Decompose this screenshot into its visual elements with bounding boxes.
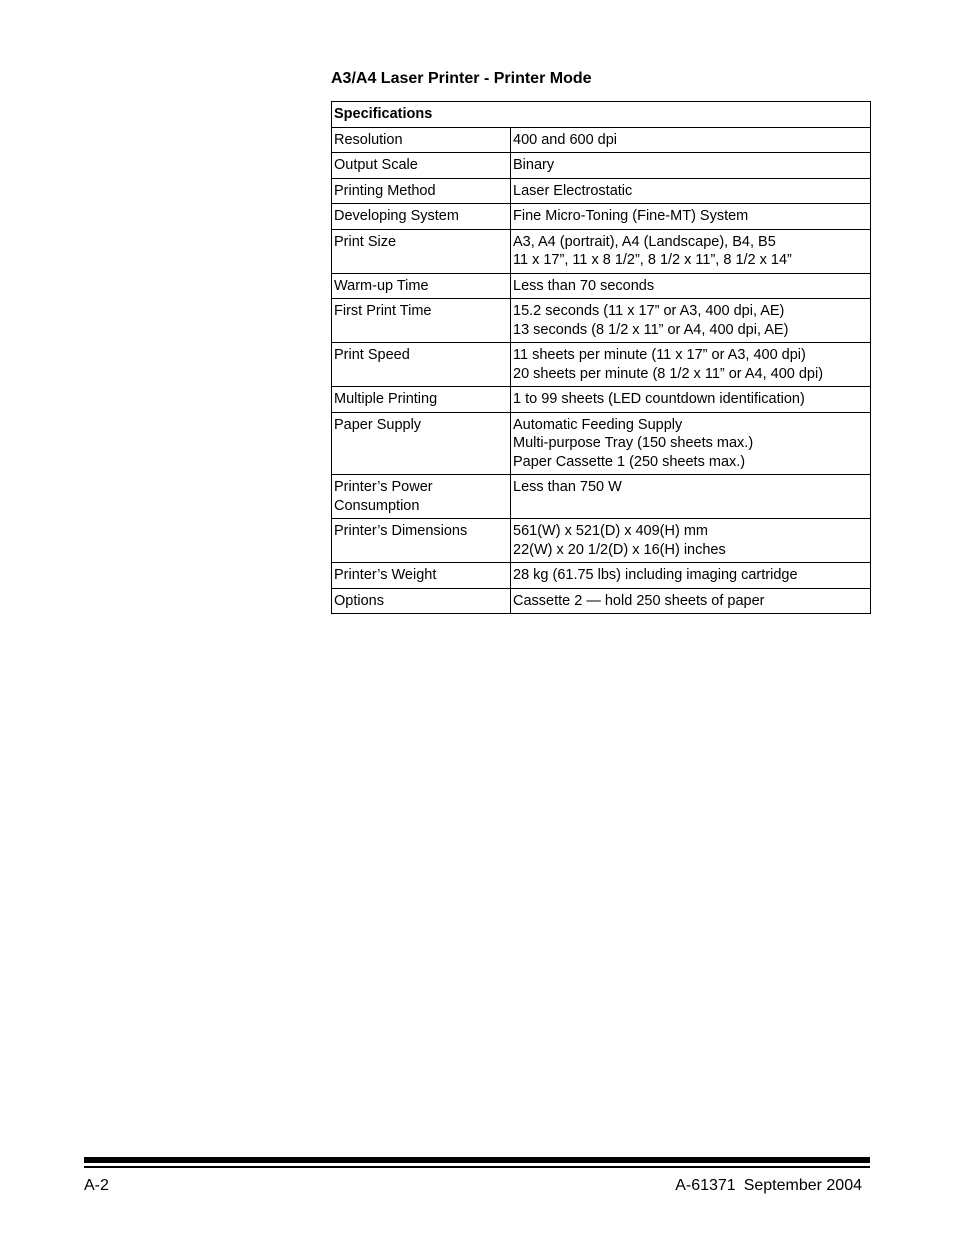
spec-label-cell (332, 588, 511, 614)
spec-label: Warm-up Time (334, 277, 429, 294)
spec-label-cell (332, 519, 511, 563)
footer-rule-thin (84, 1166, 870, 1168)
spec-label-cell (332, 387, 511, 413)
spec-label: First Print Time (334, 303, 432, 319)
spec-value-line: 20 sheets per minute (8 1/2 x 11” or A4, 400 dpi) (513, 365, 824, 382)
spec-value-cell (511, 153, 871, 179)
spec-value-cell (511, 387, 871, 413)
page-number: A-2 (84, 1177, 109, 1194)
spec-value-line: Binary (513, 157, 555, 173)
spec-value-line: 561(W) x 521(D) x 409(H) mm (513, 523, 708, 539)
table-body (332, 127, 871, 614)
section-title: A3/A4 Laser Printer - Printer Mode (331, 70, 592, 87)
spec-value-cell (511, 127, 871, 153)
spec-value-cell (511, 588, 871, 614)
table-header-row (332, 102, 871, 128)
table-row (332, 563, 871, 589)
spec-value-line: 400 and 600 dpi (513, 131, 618, 148)
table-header: Specifications (332, 102, 871, 128)
spec-value-cell (511, 229, 871, 273)
spec-label-cell (332, 299, 511, 343)
spec-label-cell (332, 229, 511, 273)
spec-value-cell (511, 519, 871, 563)
table-row (332, 412, 871, 475)
spec-value-cell (511, 178, 871, 204)
spec-value-line: 22(W) x 20 1/2(D) x 16(H) inches (513, 541, 726, 558)
spec-label-cell (332, 127, 511, 153)
spec-label: Options (334, 592, 384, 609)
spec-label: Printer’s Dimensions (334, 523, 468, 539)
footer-rule-thick (84, 1157, 870, 1163)
spec-label-cell (332, 204, 511, 230)
spec-value-line: Less than 750 W (513, 479, 622, 495)
spec-value-line: A3, A4 (portrait), A4 (Landscape), B4, B5 (513, 233, 776, 250)
spec-label-cell (332, 475, 511, 519)
spec-value-line: 1 to 99 sheets (LED countdown identification) (513, 391, 805, 407)
spec-value-line: Cassette 2 — hold 250 sheets of paper (513, 592, 765, 609)
spec-value-cell (511, 204, 871, 230)
spec-label-cell (332, 412, 511, 475)
spec-value-line: 15.2 seconds (11 x 17” or A3, 400 dpi, AE) (513, 303, 785, 319)
footer-doc-info (675, 1177, 862, 1195)
spec-value-line: 13 seconds (8 1/2 x 11” or A4, 400 dpi, AE) (513, 321, 789, 338)
spec-value-cell (511, 475, 871, 519)
spec-label: Print Speed (334, 347, 410, 363)
table-row (332, 343, 871, 387)
spec-value-cell (511, 343, 871, 387)
doc-number: A-61371 (675, 1177, 736, 1194)
table-row (332, 153, 871, 179)
spec-label: Multiple Printing (334, 391, 438, 407)
spec-value-cell (511, 563, 871, 589)
doc-date: September 2004 (743, 1177, 862, 1194)
spec-value-cell (511, 412, 871, 475)
spec-label: Output Scale (334, 157, 418, 173)
spec-value-line: Paper Cassette 1 (250 sheets max.) (513, 453, 746, 470)
spec-label: Printer’s Power Consumption (334, 479, 433, 514)
table-row (332, 273, 871, 299)
spec-label-cell (332, 153, 511, 179)
spec-label-cell (332, 178, 511, 204)
table-row (332, 204, 871, 230)
spec-label-cell (332, 563, 511, 589)
table-row (332, 178, 871, 204)
table-row (332, 387, 871, 413)
spec-label-cell (332, 273, 511, 299)
table-row (332, 588, 871, 614)
spec-label: Developing System (334, 208, 459, 224)
spec-label: Printing Method (334, 182, 436, 199)
table-row (332, 127, 871, 153)
spec-value-line: Laser Electrostatic (513, 182, 633, 199)
spec-value-cell (511, 299, 871, 343)
table-row (332, 299, 871, 343)
table-row (332, 229, 871, 273)
specifications-table (331, 101, 871, 614)
spec-value-cell (511, 273, 871, 299)
spec-value-line: 28 kg (61.75 lbs) including imaging cartridge (513, 567, 798, 583)
spec-label: Paper Supply (334, 416, 422, 433)
spec-value-line: 11 sheets per minute (11 x 17” or A3, 400 dpi) (513, 347, 806, 363)
spec-label: Printer’s Weight (334, 567, 437, 583)
spec-label: Resolution (334, 131, 403, 148)
spec-value-line: Multi-purpose Tray (150 sheets max.) (513, 435, 754, 451)
table-row (332, 475, 871, 519)
table-row (332, 519, 871, 563)
spec-label: Print Size (334, 233, 397, 250)
spec-value-line: 11 x 17”, 11 x 8 1/2”, 8 1/2 x 11”, 8 1/2 x 14” (513, 252, 792, 268)
spec-value-line: Fine Micro-Toning (Fine-MT) System (513, 208, 749, 224)
spec-label-cell (332, 343, 511, 387)
spec-value-line: Automatic Feeding Supply (513, 416, 683, 433)
spec-value-line: Less than 70 seconds (513, 277, 655, 294)
